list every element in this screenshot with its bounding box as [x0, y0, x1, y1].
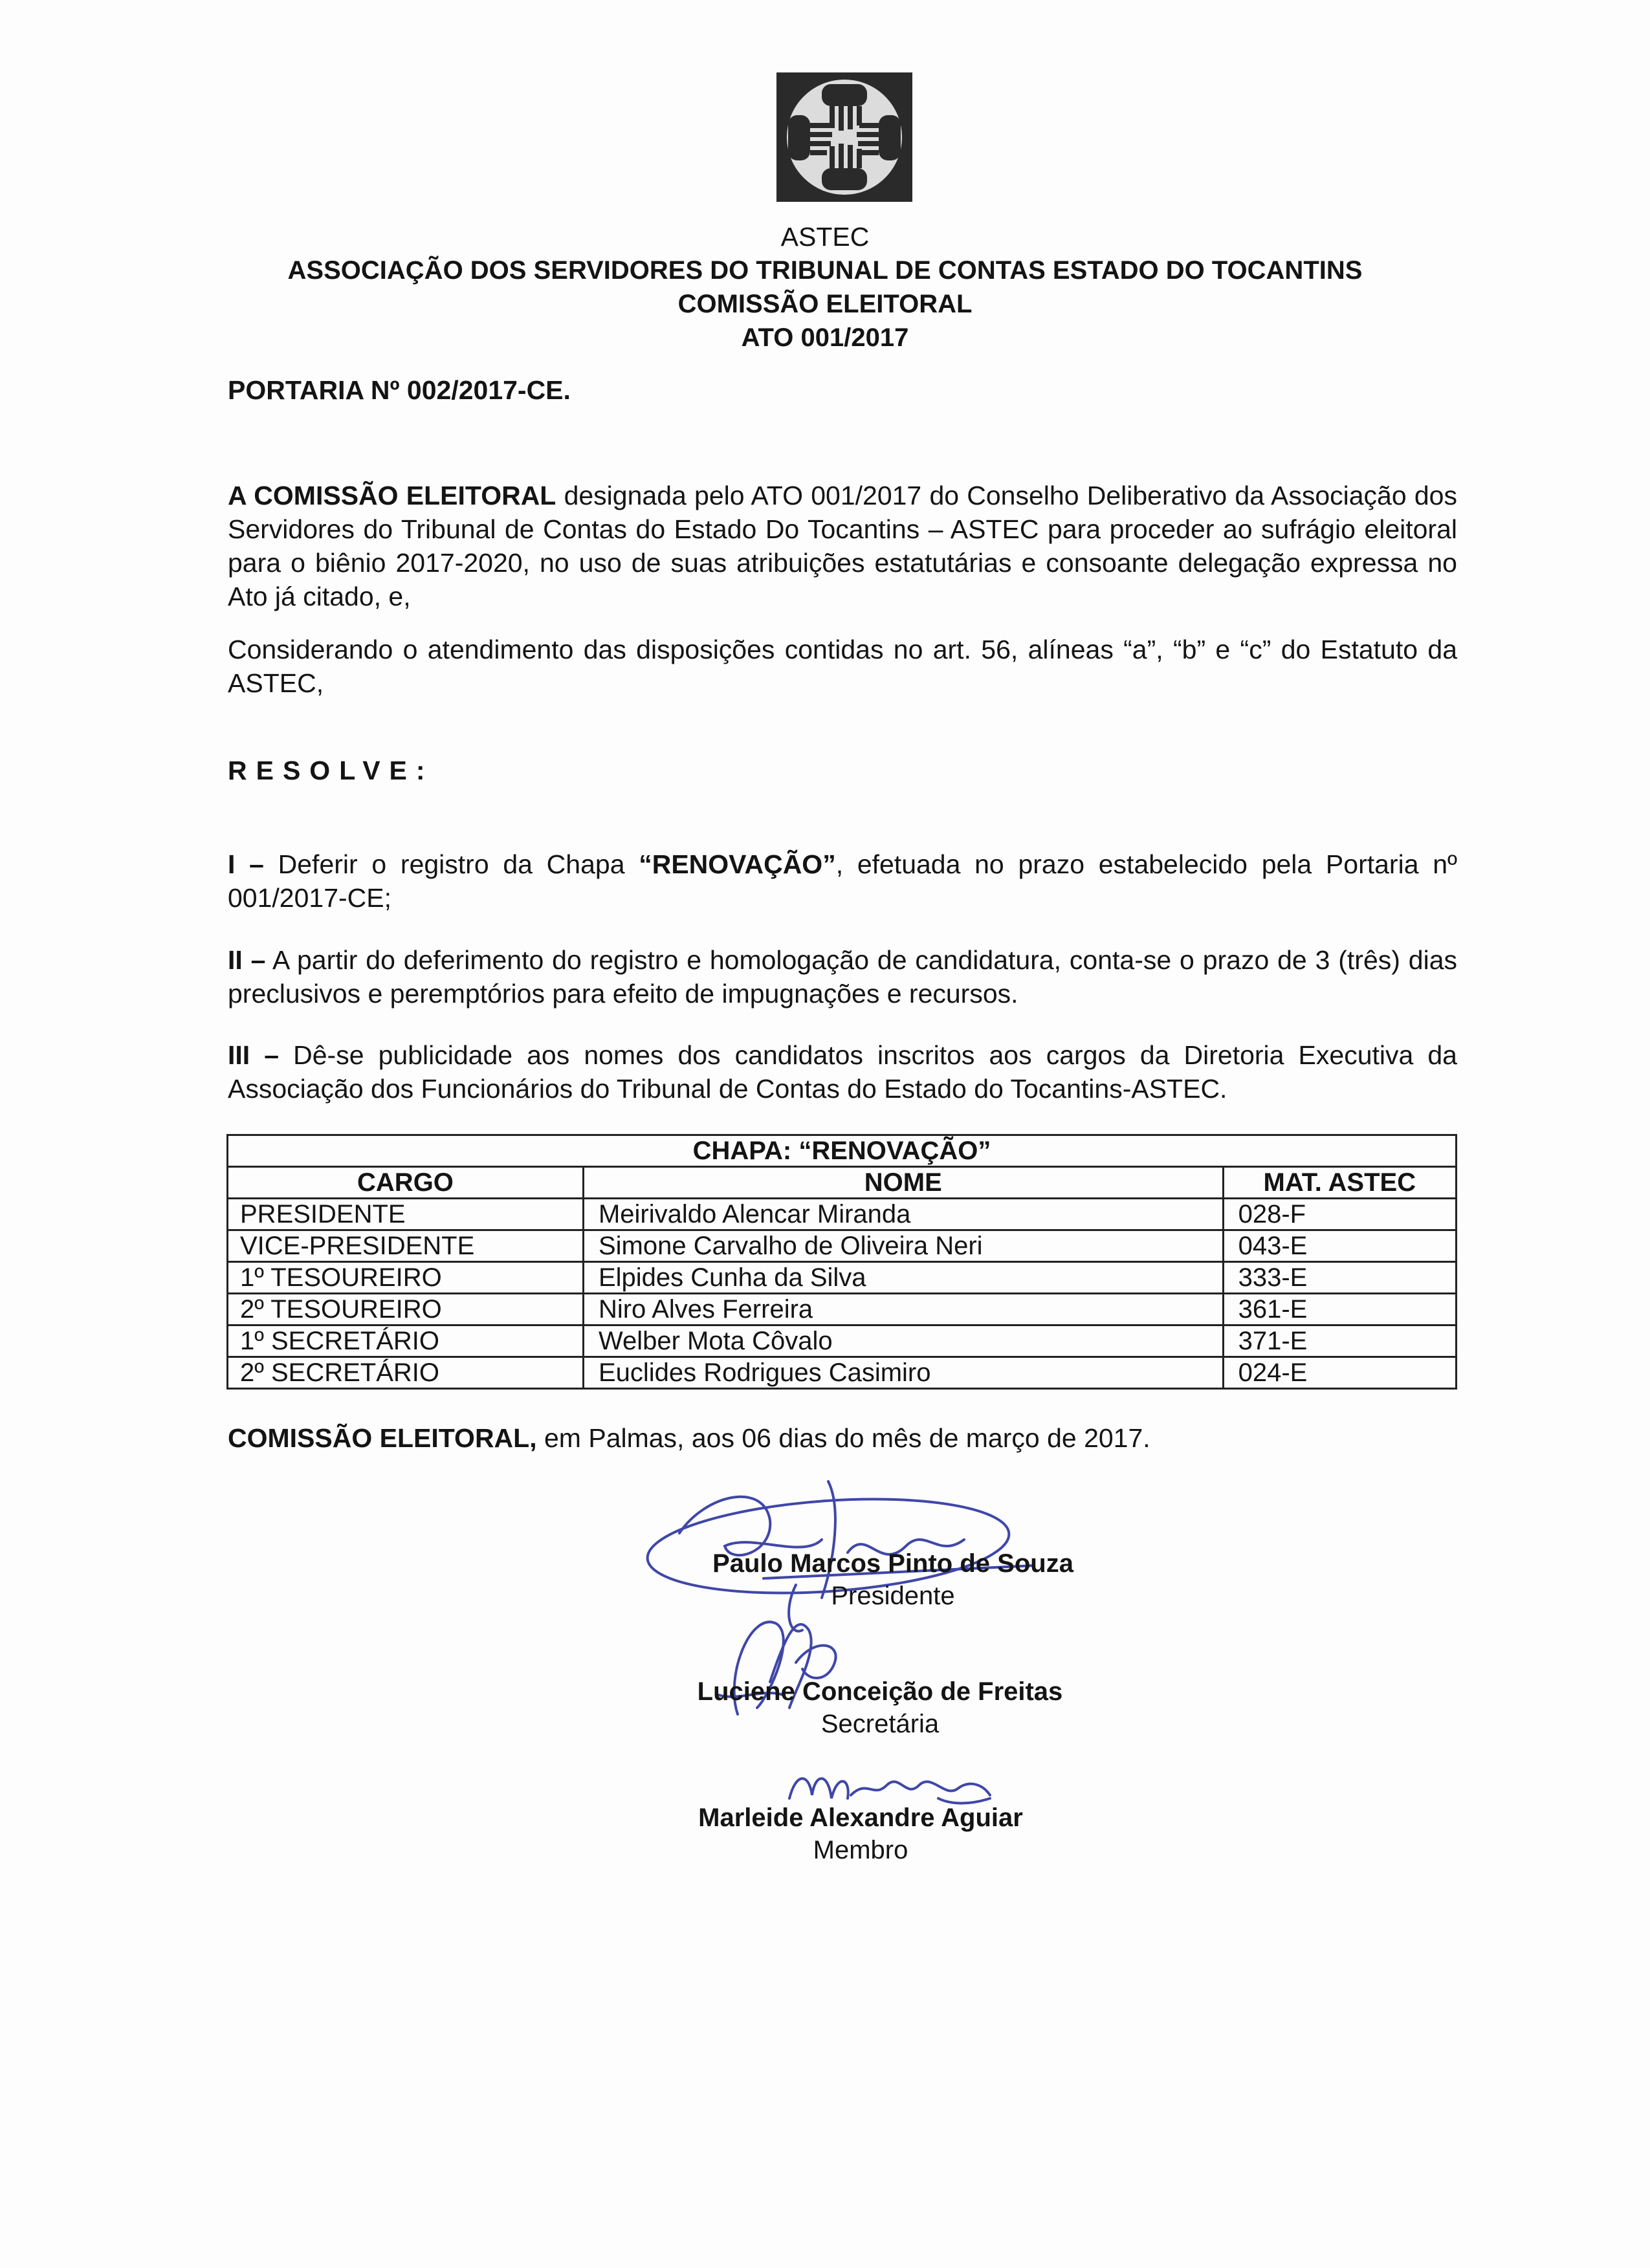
signatory-name: Marleide Alexandre Aguiar	[698, 1804, 1023, 1832]
item-1-text-b: , efetuada no prazo estabelecido pela Portaria nº 001/2017-CE;	[228, 849, 1457, 913]
cell-cargo: 1º TESOUREIRO	[228, 1262, 584, 1294]
signatory-role: Secretária	[820, 1710, 940, 1738]
cell-cargo: PRESIDENTE	[228, 1199, 584, 1230]
cell-mat: 043-E	[1223, 1230, 1456, 1262]
paragraph-commission-lead: A COMISSÃO ELEITORAL	[228, 481, 556, 510]
cell-nome: Euclides Rodrigues Casimiro	[583, 1357, 1223, 1389]
cell-mat: 371-E	[1223, 1325, 1456, 1357]
document-header	[0, 220, 1650, 354]
signatory-secretary	[589, 1675, 1171, 1740]
item-1-number: I –	[228, 849, 264, 879]
item-1-chapa-name: “RENOVAÇÃO”	[639, 849, 836, 879]
signatory-member	[569, 1802, 1152, 1866]
cell-nome: Meirivaldo Alencar Miranda	[583, 1199, 1223, 1230]
table-title: CHAPA: “RENOVAÇÃO”	[228, 1135, 1457, 1167]
resolution-item-3	[228, 1038, 1457, 1106]
table-row	[228, 1262, 1457, 1294]
table-header-cargo: CARGO	[228, 1167, 584, 1199]
cell-cargo: 2º SECRETÁRIO	[228, 1357, 584, 1389]
table-title-row	[228, 1135, 1457, 1167]
table-header-row	[228, 1167, 1457, 1199]
header-act: ATO 001/2017	[741, 323, 909, 352]
cell-nome: Niro Alves Ferreira	[583, 1294, 1223, 1325]
signatory-name: Luciene Conceição de Freitas	[697, 1677, 1063, 1706]
cell-mat: 333-E	[1223, 1262, 1456, 1294]
signatory-president	[602, 1547, 1184, 1612]
item-3-number: III –	[228, 1040, 280, 1070]
header-acronym: ASTEC	[780, 222, 870, 252]
closing-line	[228, 1423, 1150, 1454]
cell-mat: 361-E	[1223, 1294, 1456, 1325]
table-header-nome: NOME	[583, 1167, 1223, 1199]
candidates-table	[226, 1134, 1457, 1390]
paragraph-commission	[228, 479, 1457, 613]
item-3-text: Dê-se publicidade aos nomes dos candidatos inscritos aos cargos da Diretoria Executiva da Associação dos Funcionários do Tribunal de Contas do Estado do Tocantins-ASTEC.	[228, 1040, 1457, 1104]
cell-nome: Simone Carvalho de Oliveira Neri	[583, 1230, 1223, 1262]
item-2-text: A partir do deferimento do registro e homologação de candidatura, conta-se o prazo de 3 (três) dias preclusivos e peremptórios para efeito de impugnações e recursos.	[228, 945, 1457, 1009]
cell-cargo: 1º SECRETÁRIO	[228, 1325, 584, 1357]
closing-text: em Palmas, aos 06 dias do mês de março de 2017.	[536, 1423, 1150, 1453]
resolution-item-1	[228, 847, 1457, 915]
cell-nome: Elpides Cunha da Silva	[583, 1262, 1223, 1294]
table-row	[228, 1199, 1457, 1230]
item-2-number: II –	[228, 945, 266, 975]
resolution-item-2	[228, 943, 1457, 1010]
table-header-mat: MAT. ASTEC	[1223, 1167, 1456, 1199]
paragraph-considering: Considerando o atendimento das disposições contidas no art. 56, alíneas “a”, “b” e “c” do Estatuto da ASTEC,	[228, 635, 1457, 698]
cell-mat: 028-F	[1223, 1199, 1456, 1230]
cell-cargo: 2º TESOUREIRO	[228, 1294, 584, 1325]
astec-hands-logo	[776, 72, 912, 202]
item-1-text-a: Deferir o registro da Chapa	[263, 849, 639, 879]
paragraph-commission-text: designada pelo ATO 001/2017 do Conselho Deliberativo da Associação dos Servidores do Tribunal de Contas do Estado Do Tocantins – ASTEC para proceder ao sufrágio eleitoral para o biênio 2017-2020, no uso de suas atribuições estatutárias e consoante delegação expressa no Ato já citado, e,	[228, 481, 1457, 611]
cell-cargo: VICE-PRESIDENTE	[228, 1230, 584, 1262]
table-row	[228, 1357, 1457, 1389]
header-org-name: ASSOCIAÇÃO DOS SERVIDORES DO TRIBUNAL DE CONTAS ESTADO DO TOCANTINS	[287, 256, 1363, 285]
table-row	[228, 1294, 1457, 1325]
signatory-role: Presidente	[831, 1582, 955, 1610]
portaria-number: PORTARIA Nº 002/2017-CE.	[228, 375, 571, 405]
cell-nome: Welber Mota Côvalo	[583, 1325, 1223, 1357]
header-commission: COMISSÃO ELEITORAL	[677, 290, 973, 318]
signatory-role: Membro	[813, 1836, 908, 1864]
closing-lead: COMISSÃO ELEITORAL,	[228, 1423, 537, 1453]
table-row	[228, 1325, 1457, 1357]
cell-mat: 024-E	[1223, 1357, 1456, 1389]
signatory-name: Paulo Marcos Pinto de Souza	[712, 1549, 1073, 1578]
table-row	[228, 1230, 1457, 1262]
resolve-heading: RESOLVE:	[228, 756, 434, 785]
